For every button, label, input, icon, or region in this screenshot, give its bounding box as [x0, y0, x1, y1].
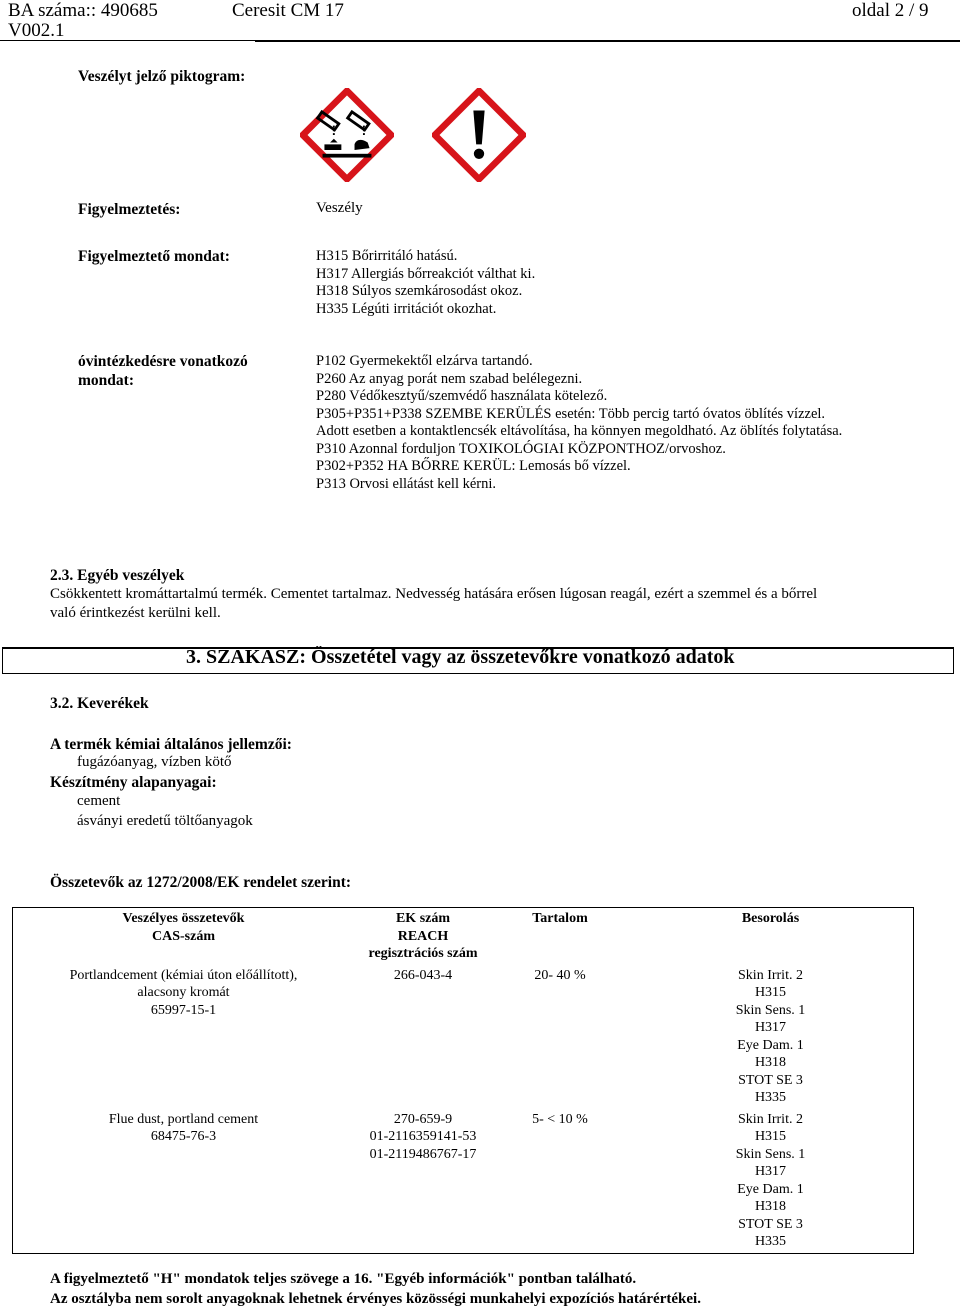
- cell-text: Skin Irrit. 2: [738, 967, 803, 983]
- component-name: [13, 965, 355, 1109]
- hazard-statements: [316, 248, 535, 318]
- pictogram-label: Veszélyt jelző piktogram:: [78, 68, 246, 85]
- hazard-line: H315 Bőrirritáló hatású.: [316, 248, 458, 264]
- cell-text: 01-2116359141-53: [369, 1129, 477, 1144]
- base-value: cement: [77, 793, 121, 809]
- signal-value: Veszély: [316, 200, 363, 216]
- precaution-line: P260 Az anyag porát nem szabad belélegezni.: [316, 370, 583, 387]
- base-label: Készítmény alapanyagai:: [50, 774, 217, 791]
- ba-number: BA száma:: 490685: [8, 0, 158, 21]
- cell-text: H315: [754, 1129, 787, 1144]
- section-title: 3. SZAKASZ: Összetétel vagy az összetevőkre vonatkozó adatok: [186, 646, 735, 668]
- header-text: REACH: [397, 928, 449, 944]
- header-content: Tartalom: [532, 911, 588, 926]
- cell-text: Portlandcement (kémiai úton előállított),: [69, 967, 298, 983]
- table-row: [13, 1109, 914, 1254]
- cell-text: H317: [754, 1164, 787, 1179]
- component-ek: [354, 1109, 492, 1254]
- table-header-row: [13, 908, 914, 965]
- cell-text: STOT SE 3: [738, 1072, 803, 1088]
- cell-text: alacsony kromát: [137, 985, 230, 1000]
- precaution-line: P310 Azonnal forduljon TOXIKOLÓGIAI KÖZPONTHOZ/orvoshoz.: [316, 440, 726, 457]
- components-table: [12, 907, 914, 1254]
- cell-text: Flue dust, portland cement: [108, 1111, 259, 1127]
- cell-text: 266-043-4: [393, 967, 453, 983]
- page-number: oldal 2 / 9: [852, 0, 929, 21]
- precaution-line: P313 Orvosi ellátást kell kérni.: [316, 475, 497, 492]
- header-classification: Besorolás: [741, 911, 800, 926]
- base-value: ásványi eredetű töltőanyagok: [77, 813, 253, 829]
- table-row: [13, 965, 914, 1109]
- component-classification: [628, 965, 914, 1109]
- component-name: [13, 1109, 355, 1254]
- precaution-line: P280 Védőkesztyű/szemvédő használata kötelező.: [316, 388, 608, 404]
- component-classification: [628, 1109, 914, 1254]
- cell-text: H318: [754, 1199, 787, 1214]
- precaution-statements: [316, 353, 842, 493]
- precaution-label-line1: óvintézkedésre vonatkozó: [78, 353, 248, 370]
- cell-text: Skin Irrit. 2: [738, 1111, 803, 1127]
- cell-text: 270-659-9: [393, 1111, 453, 1127]
- other-hazards-line2: való érintkezést kerülni kell.: [50, 605, 221, 621]
- component-content: 20- 40 %: [534, 967, 586, 983]
- precaution-line: Adott esetben a kontaktlencsék eltávolítása, ha könnyen megoldható. Az öblítés folytatása.: [316, 423, 843, 439]
- cell-text: H335: [754, 1234, 787, 1249]
- cell-text: 68475-76-3: [150, 1129, 217, 1144]
- cell-text: H317: [754, 1020, 787, 1035]
- precaution-label-line2: mondat:: [78, 372, 134, 389]
- hazard-line: H317 Allergiás bőrreakciót válthat ki.: [316, 265, 536, 282]
- header-text: CAS-szám: [152, 928, 215, 944]
- component-content: 5- < 10 %: [532, 1111, 588, 1127]
- header-ek: [354, 908, 492, 965]
- header-text: Veszélyes összetevők: [122, 911, 245, 926]
- exclamation-icon: [432, 88, 526, 187]
- corrosion-icon: [300, 88, 394, 187]
- precaution-line: P302+P352 HA BŐRRE KERÜL: Lemosás bő vízzel.: [316, 458, 631, 474]
- cell-text: Eye Dam. 1: [737, 1037, 804, 1053]
- version: V002.1: [8, 20, 65, 41]
- cell-text: Skin Sens. 1: [735, 1146, 806, 1162]
- header-text: regisztrációs szám: [368, 946, 478, 961]
- footer-note-1: A figyelmeztető "H" mondatok teljes szövege a 16. "Egyéb információk" pontban található.: [50, 1271, 637, 1287]
- hazard-label: Figyelmeztető mondat:: [78, 248, 230, 265]
- header-divider-thick: [255, 40, 960, 42]
- signal-label: Figyelmeztetés:: [78, 201, 181, 218]
- mixtures-heading: 3.2. Keverékek: [50, 695, 149, 712]
- chem-value: fugázóanyag, vízben kötő: [77, 754, 232, 770]
- header-components: [13, 908, 355, 965]
- cell-text: 65997-15-1: [150, 1002, 217, 1018]
- product-name: Ceresit CM 17: [232, 0, 344, 21]
- other-hazards-heading: 2.3. Egyéb veszélyek: [50, 567, 185, 584]
- cell-text: H335: [754, 1090, 787, 1105]
- precaution-line: P102 Gyermekektől elzárva tartandó.: [316, 353, 533, 369]
- header-text: EK szám: [395, 911, 451, 926]
- chem-label: A termék kémiai általános jellemzői:: [50, 736, 292, 753]
- cell-text: Skin Sens. 1: [735, 1002, 806, 1018]
- cell-text: H315: [754, 985, 787, 1000]
- component-ek: [354, 965, 492, 1109]
- cell-text: Eye Dam. 1: [737, 1181, 804, 1197]
- footer-note-2: Az osztályba nem sorolt anyagoknak lehetnek érvényes közösségi munkahelyi expozíciós határértékei.: [50, 1291, 701, 1307]
- precaution-label: [78, 352, 248, 390]
- cell-text: STOT SE 3: [738, 1216, 803, 1232]
- hazard-line: H335 Légúti irritációt okozhat.: [316, 300, 497, 317]
- cell-text: H318: [754, 1055, 787, 1070]
- hazard-line: H318 Súlyos szemkárosodást okoz.: [316, 283, 523, 299]
- other-hazards-line1: Csökkentett kromáttartalmú termék. Cementet tartalmaz. Nedvesség hatására erősen lúgosan reagál, ezért a szemmel és a bőrrel: [50, 586, 818, 602]
- cell-text: 01-2119486767-17: [369, 1146, 477, 1162]
- components-heading: Összetevők az 1272/2008/EK rendelet szerint:: [50, 874, 352, 891]
- precaution-line: P305+P351+P338 SZEMBE KERÜLÉS esetén: Több percig tartó óvatos öblítés vízzel.: [316, 405, 826, 422]
